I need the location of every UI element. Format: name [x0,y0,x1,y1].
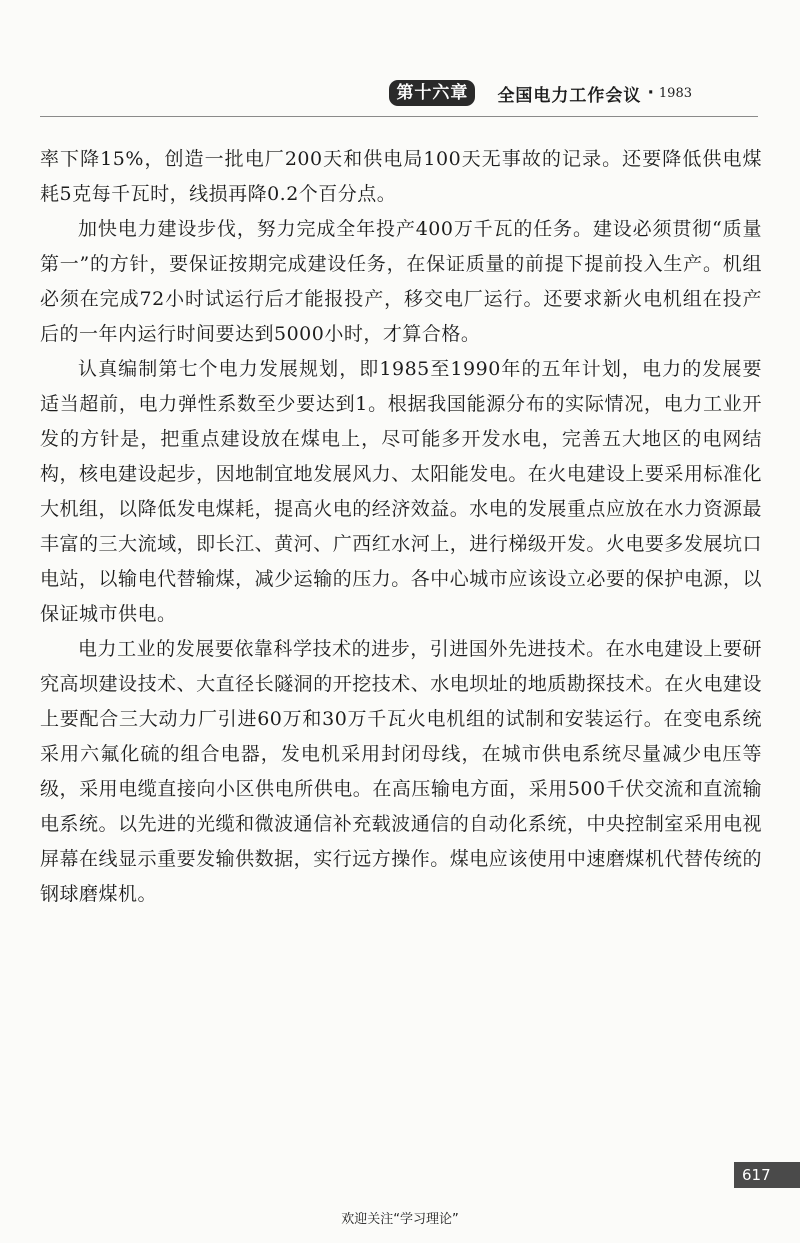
footer-note: 欢迎关注“学习理论” [341,1212,459,1227]
header-divider [40,116,758,117]
running-header [389,80,692,106]
header-title: 全国电力工作会议 [497,85,642,106]
body-text [40,142,762,912]
page-number: 617 [734,1162,800,1188]
header-year: 1983 [658,85,692,101]
header-separator: · [647,83,654,103]
paragraph: 认真编制第七个电力发展规划，即1985至1990年的五年计划，电力的发展要适当超前，电力弹性系数至少要达到1。根据我国能源分布的实际情况，电力工业开发的方针是，把重点建设放在煤电上，尽可能多开发水电，完善五大地区的电网结构，核电建设起步，因地制宜地发展风力、太阳能发电。在火电建设上要采用标准化大机组，以降低发电煤耗，提高火电的经济效益。水电的发展重点应放在水力资源最丰富的三大流域，即长江、黄河、广西红水河上，进行梯级开发。火电要多发展坑口电站，以输电代替输煤，减少运输的压力。各中心城市应该设立必要的保护电源，以保证城市供电。 [40,358,762,625]
paragraph-continuation: 率下降15%，创造一批电厂200天和供电局100天无事故的记录。还要降低供电煤耗5克每千瓦时，线损再降0.2个百分点。 [40,148,762,205]
paragraph: 加快电力建设步伐，努力完成全年投产400万千瓦的任务。建设必须贯彻“质量第一”的方针，要保证按期完成建设任务，在保证质量的前提下提前投入生产。机组必须在完成72小时试运行后才能报投产，移交电厂运行。还要求新火电机组在投产后的一年内运行时间要达到5000小时，才算合格。 [40,218,762,345]
chapter-badge: 第十六章 [389,80,475,106]
paragraph: 电力工业的发展要依靠科学技术的进步，引进国外先进技术。在水电建设上要研究高坝建设技术、大直径长隧洞的开挖技术、水电坝址的地质勘探技术。在火电建设上要配合三大动力厂引进60万和30万千瓦火电机组的试制和安装运行。在变电系统采用六氟化硫的组合电器，发电机采用封闭母线，在城市供电系统尽量减少电压等级，采用电缆直接向小区供电所供电。在高压输电方面，采用500千伏交流和直流输电系统。以先进的光缆和微波通信补充载波通信的自动化系统，中央控制室采用电视屏幕在线显示重要发输供数据，实行远方操作。煤电应该使用中速磨煤机代替传统的钢球磨煤机。 [40,638,762,905]
